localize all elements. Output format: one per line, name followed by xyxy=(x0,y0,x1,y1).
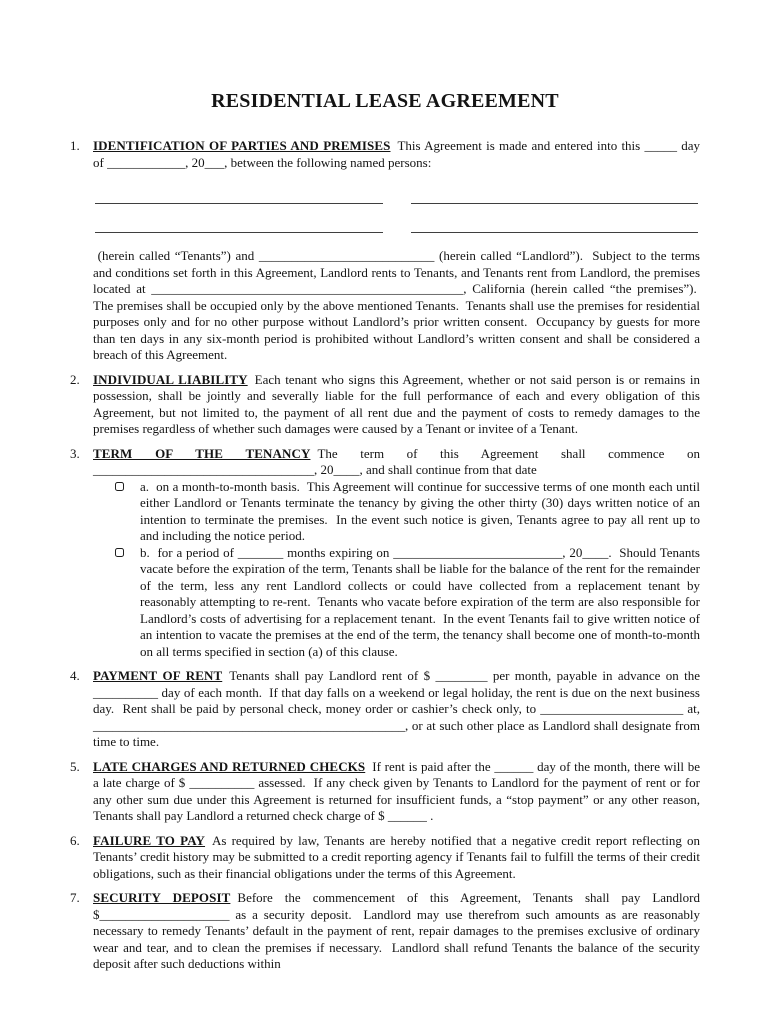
section-number: 3. xyxy=(70,445,80,461)
section-number: 1. xyxy=(70,138,80,153)
tenant-signature-line-1[interactable] xyxy=(95,175,383,204)
section-text: Each tenant who signs this Agreement, whether or not said person is or remains in possession, shall be jointly and severally liable for the full performance of each and every obligation of this Agreement, but not limited to, the payment of all rent due and the payment of costs to remedy damages to the premises regardless of whether such damages were caused by a Tenant or invitee of a Tenant. xyxy=(93,371,700,436)
clause-b-text: b. for a period of _______ months expiring on __________________________, 20____. Should Tenants vacate before the expiration of the term, Tenants shall be liable for the balance of the rent for the remainder of the term, less any rent Landlord collects or could have collected from a replacement tenant by reasonably attempting to re-rent. Tenants who vacate before expiration of the term are also responsible for Landlord’s costs of advertising for a replacement tenant. In the event Tenants fail to give written notice of an intention to vacate the premises at the end of the term, the tenancy shall become one of month-to-month on all terms specified in section (a) of this clause. xyxy=(140,544,700,659)
clause-a-text: a. on a month-to-month basis. This Agreement will continue for successive terms of one month each until either Landlord or Tenants terminate the tenancy by giving the other thirty (30) days written notice of an intention to terminate the premises. In the event such notice is given, Tenants agree to pay all rent up to and including the notice period. xyxy=(140,478,700,543)
section-text: As required by law, Tenants are hereby notified that a negative credit report reflecting on Tenants’ credit history may be submitted to a credit reporting agency if Tenants fail to fulfill the terms of their credit obligations, such as their financial obligations under the terms of this Agreement. xyxy=(93,832,700,881)
clause-fixed-period xyxy=(93,545,700,661)
tenant-signature-line-4[interactable] xyxy=(411,204,699,233)
clause-b-checkbox-icon[interactable] xyxy=(115,548,124,557)
tenant-signature-line-3[interactable] xyxy=(95,204,383,233)
clause-a-checkbox-icon[interactable] xyxy=(115,482,124,491)
section-heading: SECURITY DEPOSIT xyxy=(93,890,231,905)
document-title: RESIDENTIAL LEASE AGREEMENT xyxy=(211,90,559,112)
section-number: 7. xyxy=(70,890,80,905)
section-failure-to-pay xyxy=(70,833,700,883)
section-text: This Agreement is made and entered into this _____ day of ____________, 20___, between the following named persons: xyxy=(93,138,700,170)
section-number: 5. xyxy=(70,758,80,774)
section-text: If rent is paid after the ______ day of the month, there will be a late charge of $ __________ assessed. If any check given by Tenants to Landlord for the payment of rent or for any other sum due under this Agreement is returned for insufficient funds, a “stop payment” or any other reason, Tenants shall pay Landlord a returned check charge of $ ______ . xyxy=(93,758,701,823)
section-number: 2. xyxy=(70,371,80,387)
section-heading: LATE CHARGES AND RETURNED CHECKS xyxy=(93,758,366,774)
section-term-of-tenancy xyxy=(70,446,700,661)
section-individual-liability xyxy=(70,372,700,438)
section-heading: TERM OF THE TENANCY xyxy=(93,445,311,461)
section-number: 6. xyxy=(70,832,80,848)
section-text: The term of this Agreement shall commence on __________________________________, 20____, and shall continue from that date xyxy=(93,445,700,477)
section-heading: FAILURE TO PAY xyxy=(93,832,206,848)
section-security-deposit xyxy=(70,890,700,973)
section-payment-of-rent xyxy=(70,668,700,751)
signature-block xyxy=(95,175,698,233)
section-number: 4. xyxy=(70,668,80,683)
section-heading: IDENTIFICATION OF PARTIES AND PREMISES xyxy=(93,138,391,153)
section-heading: PAYMENT OF RENT xyxy=(93,668,223,683)
clause-month-to-month xyxy=(93,479,700,545)
tenant-signature-line-2[interactable] xyxy=(411,175,699,204)
section-identification xyxy=(70,138,700,364)
section-late-charges xyxy=(70,759,700,825)
section-heading: INDIVIDUAL LIABILITY xyxy=(93,371,248,387)
section-text-continued: (herein called “Tenants”) and ___________________________ (herein called “Landlord”). Subject to the terms and conditions set forth in this Agreement, Landlord rents to Tenants, and Tenants rent from Landlord, the premises located at ________________________________________________, California (herein called “the premises”). The premises shall be occupied only by the above mentioned Tenants. Tenants shall use the premises for residential purposes only and for no other purpose without Landlord’s prior written consent. Occupancy by guests for more than ten days in any six-month period is prohibited without Landlord’s written consent and shall be considered a breach of this Agreement. xyxy=(93,248,700,362)
section-text: Tenants shall pay Landlord rent of $ ________ per month, payable in advance on the __________ day of each month. If that day falls on a weekend or legal holiday, the rent is due on the next business day. Rent shall be paid by personal check, money order or cashier’s check only, to ______________________ at, ________________________________________________, or at such other place as Landlord shall designate from time to time. xyxy=(93,668,701,749)
section-text: Before the commencement of this Agreement, Tenants shall pay Landlord $____________________ as a security deposit. Landlord may use therefrom such amounts as are reasonably necessary to remedy Tenants’ default in the payment of rent, repair damages to the premises exclusive of ordinary wear and tear, and to clean the premises if necessary. Landlord shall refund Tenants the balance of the security deposit after such deductions within xyxy=(93,890,701,971)
